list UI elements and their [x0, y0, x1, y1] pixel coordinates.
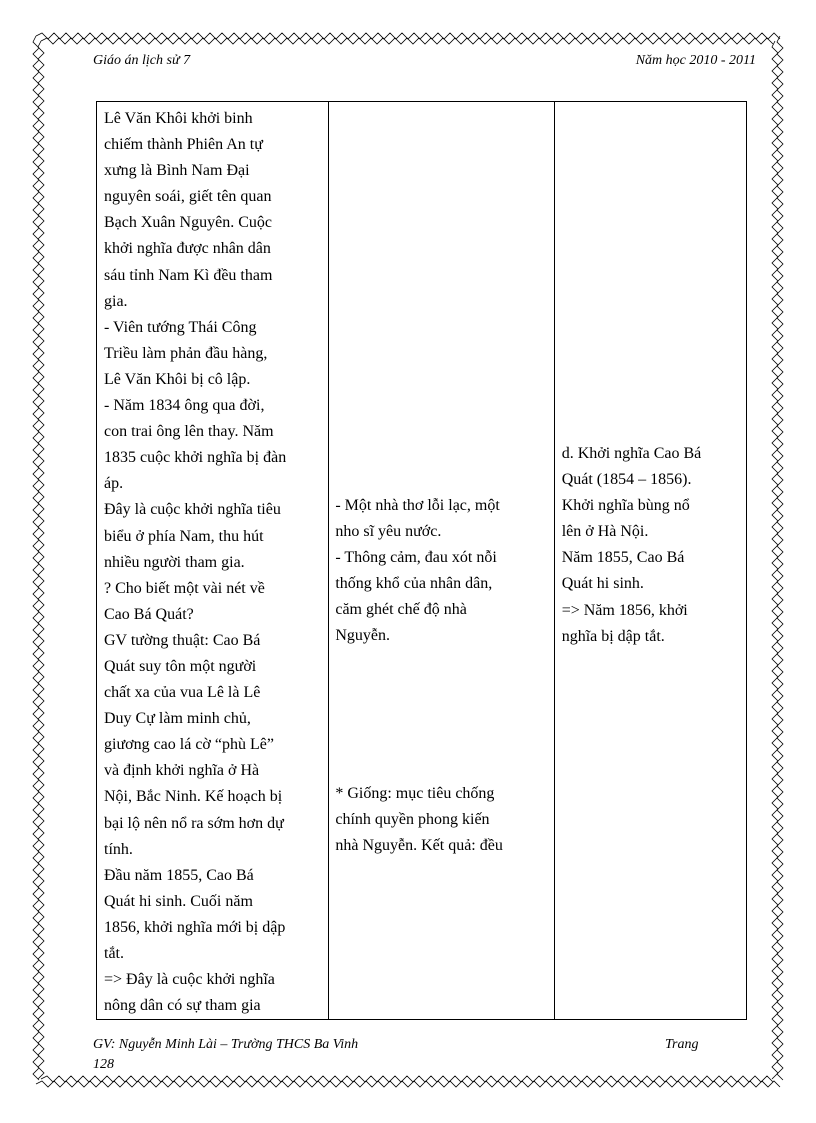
footer-page-number: 128 — [93, 1057, 114, 1072]
header-school-year: Năm học 2010 - 2011 — [635, 53, 756, 68]
student-activity-cell — [329, 102, 554, 1020]
text-line: * Giống: mục tiêu chống — [335, 784, 495, 802]
text-line: Triều làm phản đầu hàng, — [104, 344, 268, 362]
text-line: nguyên soái, giết tên quan — [104, 188, 272, 206]
content-cell — [554, 102, 746, 1020]
text-line: Quát (1854 – 1856). — [561, 471, 692, 489]
text-line: Duy Cự làm minh chủ, — [104, 710, 251, 728]
text-line: Quát hi sinh. — [561, 575, 644, 593]
text-line: tính. — [104, 840, 133, 858]
lesson-table — [96, 101, 747, 1020]
uprising-summary-block — [562, 441, 742, 650]
text-line: - Viên tướng Thái Công — [104, 318, 257, 336]
text-line: chiếm thành Phiên An tự — [104, 136, 263, 154]
text-line: ? Cho biết một vài nét về — [104, 579, 265, 597]
text-line: thống khổ của nhân dân, — [335, 575, 493, 593]
text-line: 1835 cuộc khởi nghĩa bị đàn — [104, 449, 287, 467]
text-line: 1856, khởi nghĩa mới bị dập — [104, 918, 286, 936]
text-line: nông dân có sự tham gia — [104, 997, 261, 1015]
text-line: Lê Văn Khôi khởi binh — [104, 110, 253, 127]
text-line: - Thông cảm, đau xót nỗi — [335, 549, 497, 567]
text-line: sáu tỉnh Nam Kì đều tham — [104, 266, 273, 284]
text-line: Nguyễn. — [335, 627, 390, 645]
text-line: áp. — [104, 475, 124, 493]
text-line: GV tường thuật: Cao Bá — [104, 631, 261, 649]
text-line: Quát suy tôn một người — [104, 657, 257, 675]
text-line: căm ghét chế độ nhà — [335, 601, 467, 619]
text-line: xưng là Bình Nam Đại — [104, 162, 250, 180]
teacher-activity-cell — [97, 102, 329, 1020]
teacher-activity-text — [104, 106, 324, 1019]
text-line: và định khởi nghĩa ở Hà — [104, 762, 260, 780]
text-line: Nội, Bắc Ninh. Kế hoạch bị — [104, 788, 283, 806]
text-line: Cao Bá Quát? — [104, 605, 194, 623]
text-line: lên ở Hà Nội. — [561, 523, 649, 541]
text-line: con trai ông lên thay. Năm — [104, 423, 274, 441]
text-line: bại lộ nên nổ ra sớm hơn dự — [104, 814, 284, 832]
text-line: Đầu năm 1855, Cao Bá — [104, 866, 254, 884]
text-line: chính quyền phong kiến — [335, 810, 490, 828]
student-answer-block — [335, 493, 549, 650]
text-line: nho sĩ yêu nước. — [335, 523, 442, 541]
text-line: gia. — [104, 292, 128, 310]
text-line: khởi nghĩa được nhân dân — [104, 240, 271, 258]
comparison-block — [335, 781, 549, 859]
text-line: - Năm 1834 ông qua đời, — [104, 397, 265, 415]
table-row — [97, 102, 747, 1020]
text-line: Quát hi sinh. Cuối năm — [104, 892, 253, 910]
text-line: Khởi nghĩa bùng nổ — [561, 497, 690, 515]
header-subject: Giáo án lịch sử 7 — [93, 53, 191, 68]
text-line: Bạch Xuân Nguyên. Cuộc — [104, 214, 272, 232]
text-line: nhiều người tham gia. — [104, 553, 245, 571]
text-line: chất xa của vua Lê là Lê — [104, 684, 261, 702]
text-line: nhà Nguyễn. Kết quả: đều — [335, 836, 503, 854]
text-line: Đây là cuộc khởi nghĩa tiêu — [104, 501, 281, 519]
text-line: => Năm 1856, khởi — [561, 601, 688, 619]
text-line: Năm 1855, Cao Bá — [561, 549, 685, 567]
text-line: biểu ở phía Nam, thu hút — [104, 527, 264, 545]
footer-author: GV: Nguyễn Minh Lài – Trường THCS Ba Vinh — [93, 1037, 359, 1052]
text-line: d. Khởi nghĩa Cao Bá — [561, 445, 702, 462]
text-line: giương cao lá cờ “phù Lê” — [104, 736, 274, 754]
text-line: - Một nhà thơ lỗi lạc, một — [335, 497, 500, 514]
footer-page-label: Trang — [665, 1037, 699, 1052]
text-line: tắt. — [104, 945, 124, 962]
text-line: Lê Văn Khôi bị cô lập. — [104, 370, 251, 388]
text-line: => Đây là cuộc khởi nghĩa — [104, 971, 275, 989]
text-line: nghĩa bị dập tắt. — [561, 627, 665, 645]
